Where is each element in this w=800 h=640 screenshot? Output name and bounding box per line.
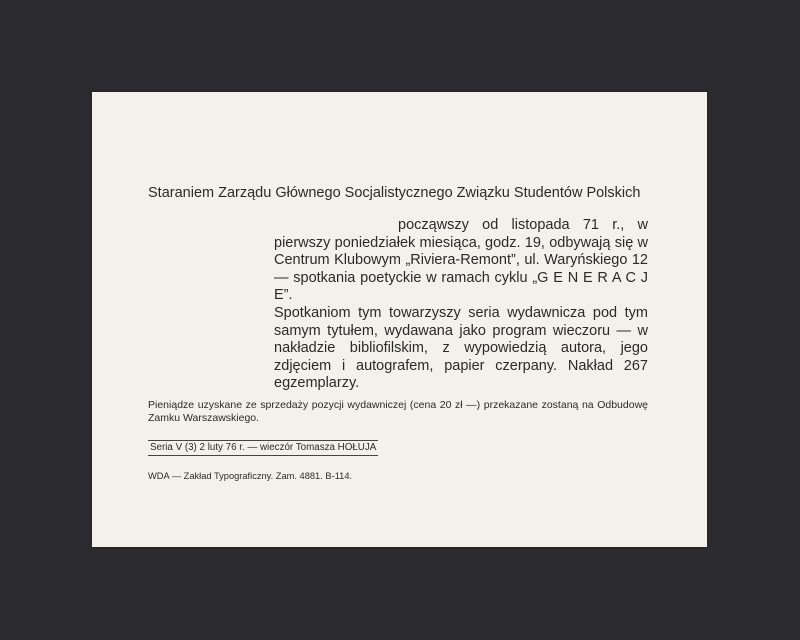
- printer-line: WDA — Zakład Typograficzny. Zam. 4881. B-114.: [148, 470, 353, 481]
- main-paragraph-2: Spotkaniom tym towarzyszy seria wydawnicza pod tym samym tytułem, wydawana jako program wieczoru — w nakładzie bibliofilskim, z wypowiedzią autora, jego zdjęciem i autografem, papier czerpany. Nakład 267 egzemplarzy.: [274, 304, 648, 392]
- intro-text: Staraniem Zarządu Głównego Socjalistycznego Związku Studentów Polskich: [148, 185, 641, 201]
- invitation-card: [92, 92, 707, 547]
- proceeds-note: Pieniądze uzyskane ze sprzedaży pozycji wydawniczej (cena 20 zł —) przekazane zostaną na Odbudowę Zamku Warszawskiego.: [148, 398, 648, 425]
- main-text-block: [274, 217, 648, 393]
- main-paragraph-1: począwszy od listopada 71 r., w pierwszy poniedziałek miesiąca, godz. 19, odbywają się w Centrum Klubowym „Riviera-Remont”, ul. Waryńskiego 12 — spotkania poetyckie w ramach cyklu „G E N E R A C J E”.: [274, 217, 648, 304]
- series-line: Seria V (3) 2 luty 76 r. — wieczór Tomasza HOŁUJA: [148, 440, 378, 456]
- card-content: [148, 184, 648, 482]
